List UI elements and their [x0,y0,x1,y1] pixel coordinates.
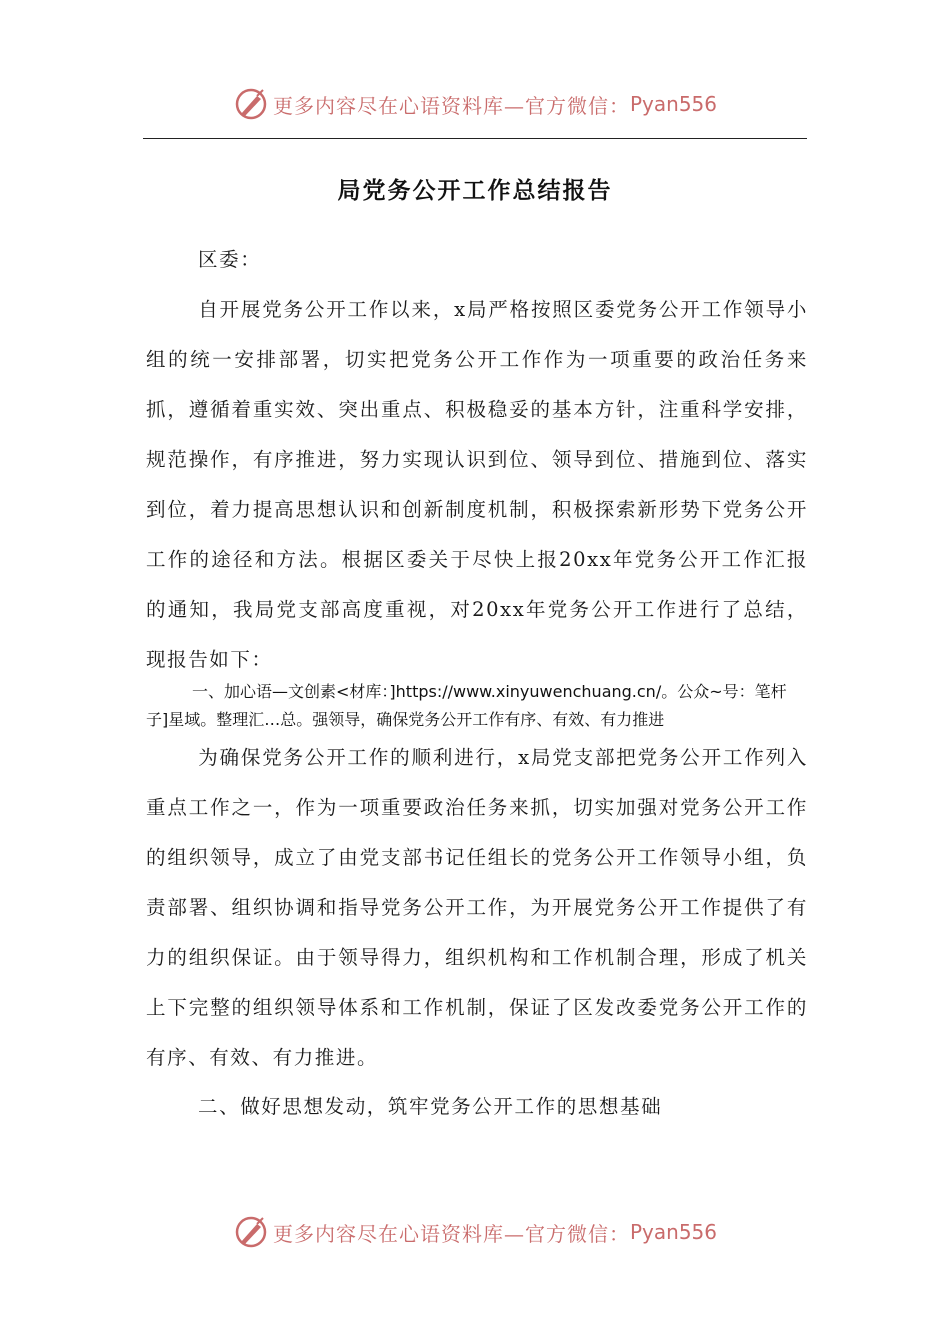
footer-banner-text: 更多内容尽在心语资料库—官方微信： [272,1221,630,1246]
header-divider [143,138,807,139]
pen-logo-icon [233,86,269,122]
footer-wechat-id: Pyan556 [629,1220,717,1244]
paragraph-1: 自开展党务公开工作以来，x局严格按照区委党务公开工作领导小组的统一安排部署，切实把党务公开工作作为一项重要的政治任务来抓，遵循着重实效、突出重点、积极稳妥的基本方针，注重科学安排，规范操作，有序推进，努力实现认识到位、领导到位、措施到位、落实到位，着力提高思想认识和创新制度机制，积极探索新形势下党务公开工作的途径和方法。根据区委关于尽快上报20xx年党务公开工作汇报的通知，我局党支部高度重视，对20xx年党务公开工作进行了总结，现报告如下： [146,298,808,671]
header-banner [0,82,950,126]
footer-banner [0,1210,950,1254]
section-heading-2: 二、做好思想发动，筑牢党务公开工作的思想基础 [198,1095,663,1118]
salutation: 区委： [198,248,262,271]
section-heading-1: 一、加心语—文创素<材库：]https://www.xinyuwenchuang.cn/。公众~号：笔杆子]星域。整理汇…总。强领导，确保党务公开工作有序、有效、有力推进 [146,682,787,729]
banner-text: 更多内容尽在心语资料库—官方微信： [272,93,630,118]
document-title: 局党务公开工作总结报告 [337,177,613,204]
pen-logo-icon [233,1214,269,1250]
banner-wechat-id: Pyan556 [629,92,717,116]
paragraph-2: 为确保党务公开工作的顺利进行，x局党支部把党务公开工作列入重点工作之一，作为一项重要政治任务来抓，切实加强对党务公开工作的组织领导，成立了由党支部书记任组长的党务公开工作领导小组，负责部署、组织协调和指导党务公开工作，为开展党务公开工作提供了有力的组织保证。由于领导得力，组织机构和工作机制合理，形成了机关上下完整的组织领导体系和工作机制，保证了区发改委党务公开工作的有序、有效、有力推进。 [146,746,808,1069]
